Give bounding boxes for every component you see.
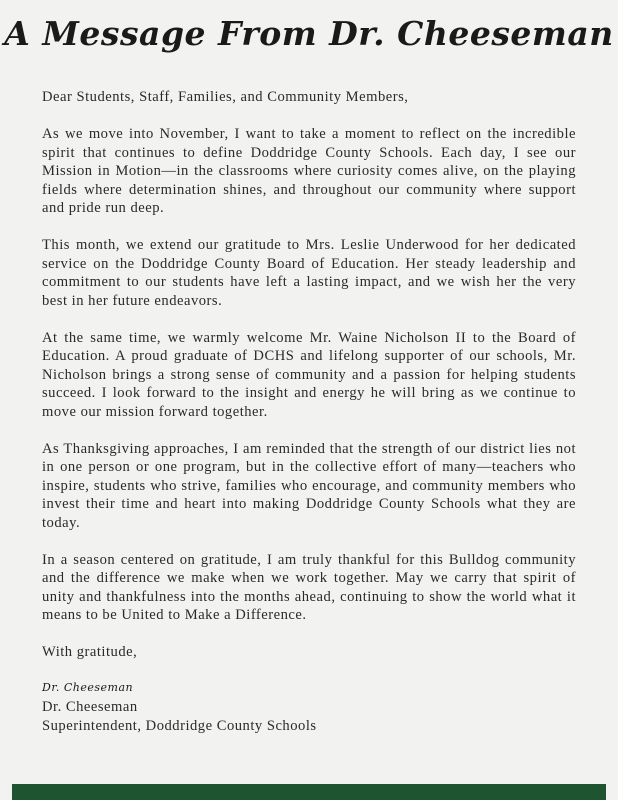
letter-paragraph: In a season centered on gratitude, I am truly thankful for this Bulldog community and the difference we make when we work together. May we carry that spirit of unity and thankfulness into the months ahead, continuing to show the world what it means to be United to Make a Difference. xyxy=(42,551,576,623)
letter-closing: With gratitude, xyxy=(42,644,138,660)
letter-paragraph: At the same time, we warmly welcome Mr. Waine Nicholson II to the Board of Education. A proud graduate of DCHS and lifelong supporter of our schools, Mr. Nicholson brings a strong sense of community and a passion for helping students succeed. I look forward to the insight and energy he will bring as we continue to move our mission forward together. xyxy=(42,329,576,420)
signature-block xyxy=(42,680,576,735)
letter-body xyxy=(42,88,576,735)
letter-paragraph: This month, we extend our gratitude to Mrs. Leslie Underwood for her dedicated service on the Doddridge County Board of Education. Her steady leadership and commitment to our students have left a lasting impact, and we wish her the very best in her future endeavors. xyxy=(42,237,576,309)
signer-name: Dr. Cheeseman xyxy=(42,699,138,715)
signer-title: Superintendent, Doddridge County Schools xyxy=(42,717,317,734)
letter-paragraph: As we move into November, I want to take a moment to reflect on the incredible spirit that continues to define Doddridge County Schools. Each day, I see our Mission in Motion—in the classrooms where curiosity comes alive, on the playing fields where determination shines, and throughout our community where support and pride run deep. xyxy=(42,126,576,216)
footer-bar xyxy=(12,784,606,800)
page-title: A Message From Dr. Cheeseman xyxy=(4,14,614,53)
handwritten-signature: Dr. Cheeseman xyxy=(42,681,134,694)
letter-salutation: Dear Students, Staff, Families, and Community Members, xyxy=(42,89,409,105)
letter-paragraph: As Thanksgiving approaches, I am reminded that the strength of our district lies not in one person or one program, but in the collective effort of many—teachers who inspire, students who strive, families who encourage, and community members who invest their time and heart into making Doddridge County Schools what they are today. xyxy=(42,440,576,531)
